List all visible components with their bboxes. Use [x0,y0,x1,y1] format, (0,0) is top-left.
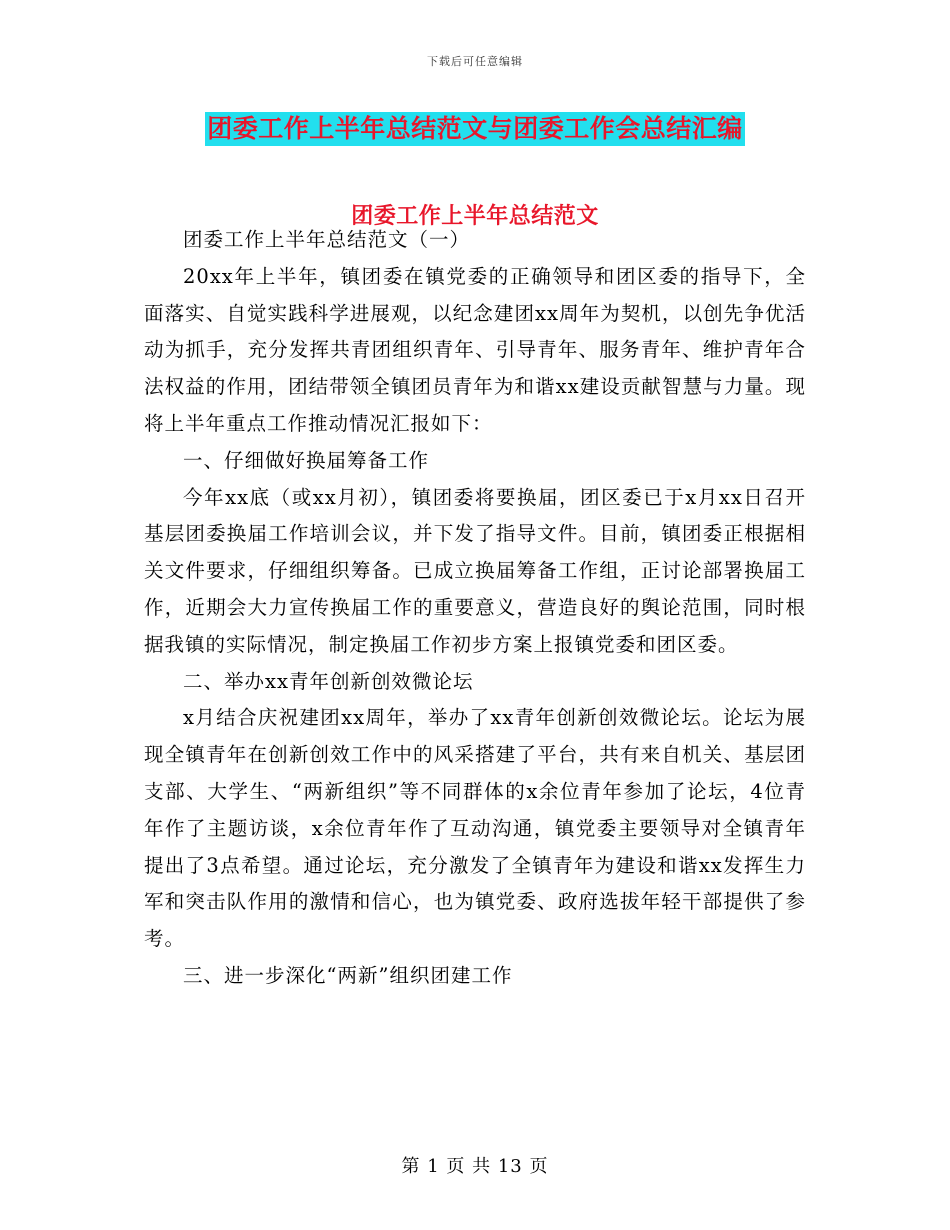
section-title: 团委工作上半年总结范文 [351,204,599,229]
paragraph-4: 二、举办xx青年创新创效微论坛 [183,669,474,693]
page-header-note: 下载后可任意编辑 [427,55,523,68]
paragraph-0: 团委工作上半年总结范文（一） [183,228,471,251]
paragraph-3: 今年xx底（或xx月初），镇团委将要换届，团区委已于x月xx日召开基层团委换届工作培训会议，并下发了指导文件。目前，镇团委正根据相关文件要求，仔细组织筹备。已成立换届筹备工作组，正讨论部署换届工作，近期会大力宣传换届工作的重要意义，营造良好的舆论范围，同时根据我镇的实际情况，制定换届工作初步方案上报镇党委和团区委。 [144,485,806,656]
document-body [144,222,806,995]
main-title-container [0,112,950,146]
paragraph-5: x月结合庆祝建团xx周年，举办了xx青年创新创效微论坛。论坛为展现全镇青年在创新创效工作中的风采搭建了平台，共有来自机关、基层团支部、大学生、“两新组织”等不同群体的x余位青年参加了论坛，4位青年作了主题访谈，x余位青年作了互动沟通，镇党委主要领导对全镇青年提出了3点希望。通过论坛，充分激发了全镇青年为建设和谐xx发挥生力军和突击队作用的激情和信心，也为镇党委、政府选拔年轻干部提供了参考。 [144,706,806,951]
paragraph-6: 三、进一步深化“两新”组织团建工作 [183,963,513,987]
paragraph-1: 20xx年上半年，镇团委在镇党委的正确领导和团区委的指导下，全面落实、自觉实践科学进展观，以纪念建团xx周年为契机，以创先争优活动为抓手，充分发挥共青团组织青年、引导青年、服务青年、维护青年合法权益的作用，团结带领全镇团员青年为和谐xx建设贡献智慧与力量。现将上半年重点工作推动情况汇报如下： [144,264,806,435]
main-title: 团委工作上半年总结范文与团委工作会总结汇编 [205,112,745,146]
page-number: 第 1 页 共 13 页 [401,1156,549,1177]
paragraph-2: 一、仔细做好换届筹备工作 [183,448,430,472]
